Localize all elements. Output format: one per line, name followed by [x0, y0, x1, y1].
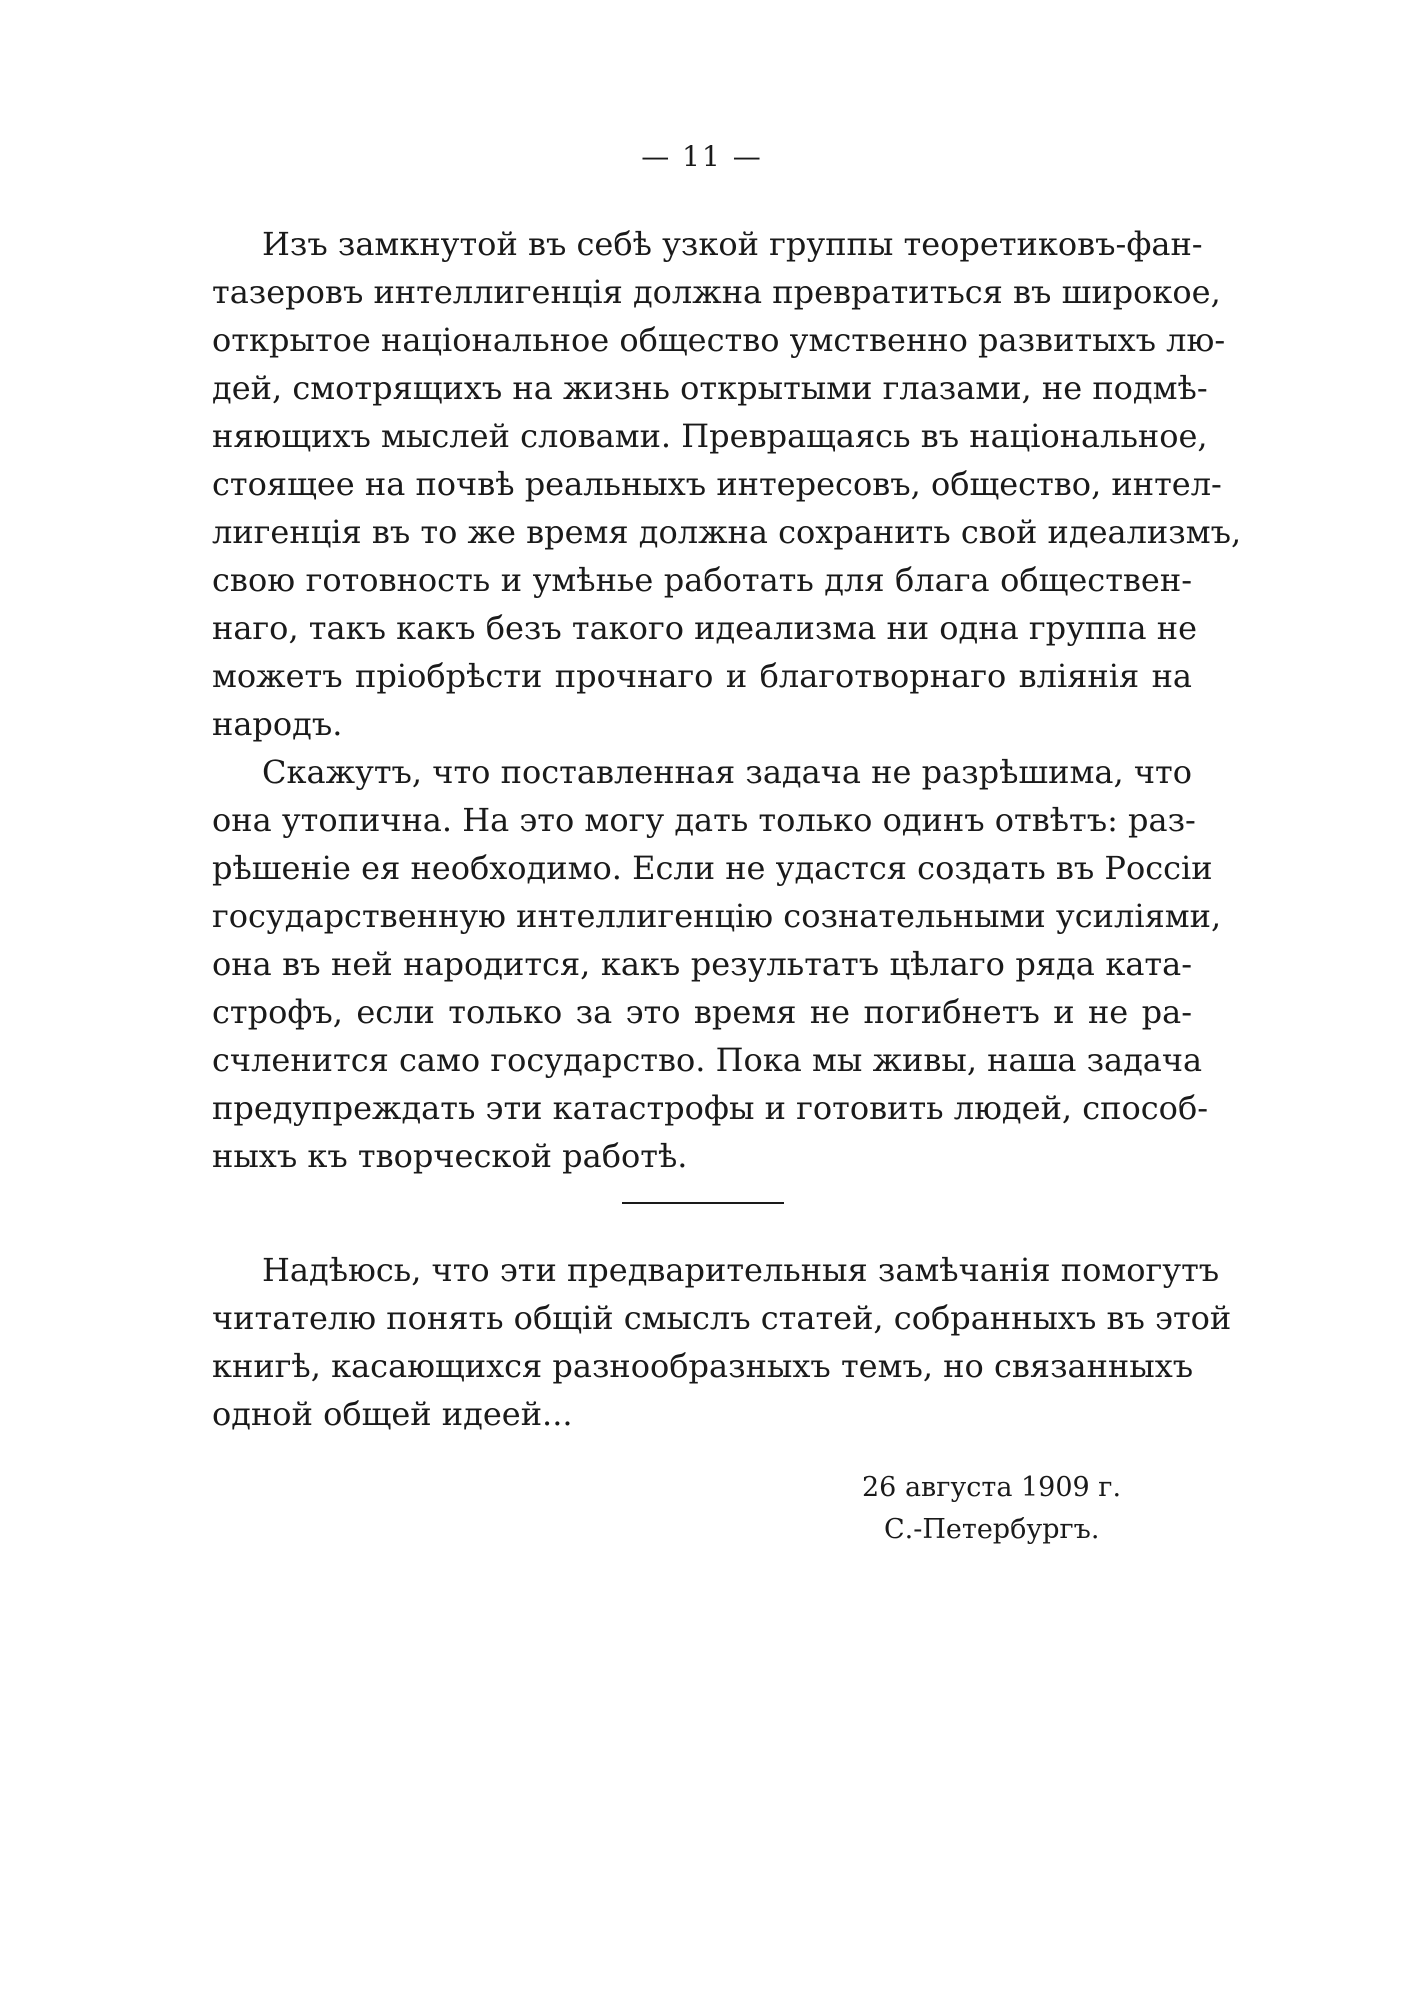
section-divider — [622, 1202, 784, 1204]
paragraph-2-line: государственную интеллигенцію сознательными усиліями, — [212, 897, 1222, 935]
paragraph-3-line: Надѣюсь, что эти предварительныя замѣчанія помогутъ — [262, 1251, 1220, 1289]
paragraph-1-line: можетъ пріобрѣсти прочнаго и благотворнаго вліянія на — [212, 657, 1192, 695]
signature-place: С.-Петербургъ. — [884, 1514, 1100, 1545]
paragraph-1-line: лигенція въ то же время должна сохранить свой идеализмъ, — [212, 513, 1242, 551]
paragraph-2-line: она въ ней народится, какъ результатъ цѣлаго ряда ката- — [212, 945, 1192, 983]
paragraph-1-line: дей, смотрящихъ на жизнь открытыми глазами, не подмѣ- — [212, 369, 1208, 407]
paragraph-2-line: она утопична. На это могу дать только одинъ отвѣтъ: раз- — [212, 801, 1196, 839]
paragraph-2-line: строфъ, если только за это время не погибнетъ и не ра- — [212, 993, 1192, 1031]
signature-date: 26 августа 1909 г. — [862, 1472, 1122, 1503]
paragraph-2-line: предупреждать эти катастрофы и готовить людей, способ- — [212, 1089, 1209, 1127]
page-number: — 11 — — [641, 140, 763, 173]
paragraph-1-line: тазеровъ интеллигенція должна превратиться въ широкое, — [212, 273, 1221, 311]
paragraph-3-line: одной общей идеей... — [212, 1395, 573, 1433]
paragraph-2-line: счленится само государство. Пока мы живы, наша задача — [212, 1041, 1203, 1079]
paragraph-1-line: свою готовность и умѣнье работать для блага обществен- — [212, 561, 1192, 599]
paragraph-1-line: няющихъ мыслей словами. Превращаясь въ національное, — [212, 417, 1208, 455]
paragraph-1-line: стоящее на почвѣ реальныхъ интересовъ, общество, интел- — [212, 465, 1222, 503]
paragraph-3-line: читателю понять общій смыслъ статей, собранныхъ въ этой — [212, 1299, 1232, 1337]
paragraph-2-line: Скажутъ, что поставленная задача не разрѣшима, что — [262, 753, 1192, 791]
paragraph-1-line: наго, такъ какъ безъ такого идеализма ни одна группа не — [212, 609, 1198, 647]
paragraph-1-line: народъ. — [212, 705, 343, 743]
paragraph-2-line: рѣшеніе ея необходимо. Если не удастся создать въ Россіи — [212, 849, 1213, 887]
paragraph-1-line: открытое національное общество умственно развитыхъ лю- — [212, 321, 1226, 359]
paragraph-1-line: Изъ замкнутой въ себѣ узкой группы теоретиковъ-фан- — [262, 225, 1203, 263]
paragraph-2-line: ныхъ къ творческой работѣ. — [212, 1137, 688, 1175]
paragraph-3-line: книгѣ, касающихся разнообразныхъ темъ, но связанныхъ — [212, 1347, 1194, 1385]
